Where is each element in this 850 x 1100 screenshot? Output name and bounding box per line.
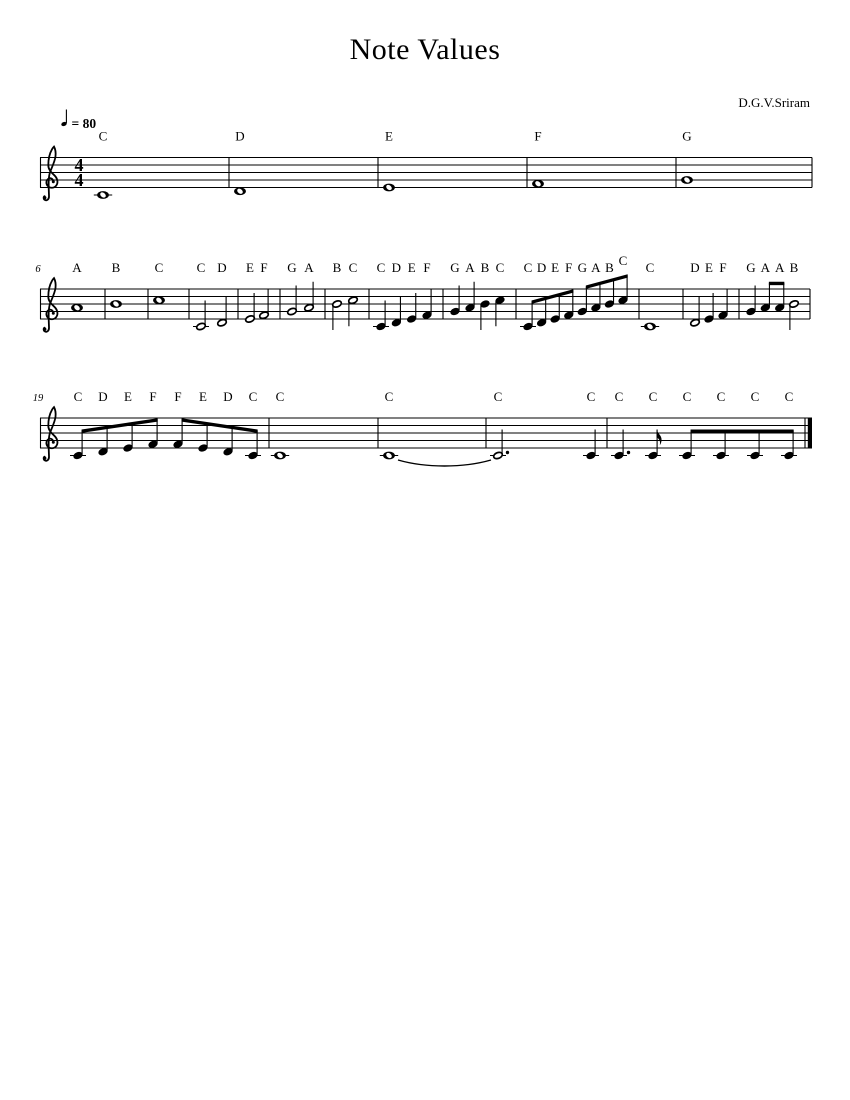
- tempo-text: = 80: [71, 116, 97, 131]
- measure-13: [373, 260, 443, 331]
- treble-clef-icon: [43, 147, 57, 201]
- chord-label: G: [450, 260, 460, 275]
- chord-label: C: [645, 260, 655, 275]
- page-title: Note Values: [349, 33, 501, 66]
- chord-label: G: [287, 260, 297, 275]
- measure-19: [70, 389, 269, 460]
- note: [789, 300, 799, 330]
- note: [71, 304, 83, 312]
- chord-label: A: [591, 260, 601, 275]
- note: [383, 184, 395, 192]
- chord-label: E: [385, 128, 393, 144]
- chord-label: C: [196, 260, 206, 275]
- chord-label: A: [72, 260, 82, 275]
- note: [532, 180, 544, 188]
- augmentation-dot: [627, 451, 630, 454]
- note: [641, 323, 659, 331]
- note: [611, 430, 630, 461]
- note: [494, 295, 505, 326]
- chord-label: B: [480, 260, 490, 275]
- system-2: [35, 253, 810, 332]
- final-barline-thick: [808, 418, 812, 448]
- measure-9: [193, 260, 238, 331]
- measure-4: [532, 129, 676, 188]
- note: [520, 322, 536, 332]
- treble-clef-icon: [43, 278, 57, 332]
- beam: [769, 282, 784, 285]
- note: [70, 451, 86, 461]
- chord-label: F: [565, 260, 573, 275]
- measure-number: 19: [32, 393, 44, 404]
- chord-label: A: [304, 260, 314, 275]
- note: [703, 293, 714, 324]
- measure-2: [234, 129, 378, 196]
- chord-label: F: [174, 389, 182, 404]
- chord-label: C: [348, 260, 358, 275]
- chord-label: A: [774, 260, 785, 275]
- chord-label: D: [98, 389, 108, 404]
- chord-label: C: [493, 389, 503, 404]
- measure-16: [641, 260, 683, 330]
- chord-label: D: [217, 260, 227, 275]
- note: [681, 176, 693, 184]
- chord-label: B: [332, 260, 342, 275]
- treble-clef-icon: [43, 407, 57, 461]
- measure-20: [271, 389, 378, 459]
- measure-number: 6: [35, 264, 41, 275]
- chord-label: C: [154, 260, 164, 275]
- measure-23: [611, 389, 797, 460]
- chord-label: C: [73, 389, 83, 404]
- chord-label: C: [98, 128, 108, 144]
- note: [234, 187, 246, 195]
- chord-label: C: [716, 389, 726, 404]
- time-signature-numerator: 4: [74, 155, 84, 175]
- note: [679, 451, 695, 461]
- note: [153, 296, 165, 304]
- note: [449, 286, 460, 317]
- note: [645, 430, 662, 461]
- chord-label: E: [705, 260, 713, 275]
- chord-label: C: [682, 389, 692, 404]
- note: [479, 299, 490, 330]
- chord-label: C: [648, 389, 658, 404]
- note: [747, 451, 763, 461]
- note: [94, 191, 112, 199]
- note: [373, 301, 389, 332]
- note: [421, 289, 432, 320]
- note: [583, 430, 599, 461]
- chord-label: C: [614, 389, 624, 404]
- chord-label: F: [534, 128, 542, 144]
- chord-label: A: [465, 260, 475, 275]
- chord-label: D: [391, 260, 402, 275]
- beam: [691, 430, 794, 433]
- system-1: [40, 110, 812, 201]
- chord-label: E: [199, 389, 207, 404]
- measure-17: [690, 260, 739, 327]
- chord-label: F: [260, 260, 268, 275]
- note: [287, 286, 297, 316]
- measure-3: [383, 129, 527, 192]
- note: [110, 300, 122, 308]
- chord-label: E: [551, 260, 560, 275]
- chord-label: C: [750, 389, 760, 404]
- measure-1: [94, 129, 229, 199]
- note: [406, 293, 417, 324]
- beam: [586, 274, 628, 289]
- tempo-marking: [61, 110, 97, 132]
- chord-label: C: [275, 389, 285, 404]
- measure-10: [245, 260, 280, 323]
- note: [717, 289, 728, 320]
- measure-22: [398, 389, 607, 466]
- chord-label: C: [384, 389, 394, 404]
- note: [380, 452, 398, 460]
- augmentation-dot: [506, 451, 509, 454]
- chord-label: D: [536, 260, 547, 275]
- chord-label: C: [376, 260, 386, 275]
- measure-15: [520, 253, 639, 331]
- chord-label: G: [746, 260, 756, 275]
- chord-label: D: [235, 128, 245, 144]
- chord-label: C: [784, 389, 794, 404]
- note: [193, 301, 209, 331]
- measure-21: [380, 389, 486, 459]
- system-3: [33, 389, 812, 466]
- chord-label: C: [586, 389, 596, 404]
- chord-label: C: [248, 389, 258, 404]
- note: [464, 282, 475, 313]
- chord-label: F: [719, 260, 727, 275]
- chord-label: D: [690, 260, 700, 275]
- chord-label: E: [246, 260, 254, 275]
- chord-label: D: [223, 389, 233, 404]
- note: [245, 293, 255, 323]
- note: [490, 430, 509, 460]
- composer-credit: D.G.V.Sriram: [738, 95, 810, 110]
- chord-label: F: [149, 389, 157, 404]
- note: [245, 451, 261, 461]
- note: [713, 451, 729, 461]
- chord-label: B: [789, 260, 799, 275]
- note: [391, 297, 402, 328]
- chord-label: C: [495, 260, 505, 275]
- chord-label: B: [111, 260, 121, 275]
- note: [332, 300, 342, 330]
- chord-label: B: [605, 260, 614, 275]
- tie: [398, 460, 491, 466]
- chord-label: C: [523, 260, 533, 275]
- chord-label: E: [124, 389, 132, 404]
- note: [745, 286, 756, 317]
- chord-label: F: [423, 260, 431, 275]
- chord-label: G: [682, 128, 692, 144]
- note: [781, 451, 797, 461]
- note: [271, 452, 289, 460]
- chord-label: C: [618, 253, 628, 268]
- chord-label: E: [407, 260, 416, 275]
- chord-label: G: [577, 260, 587, 275]
- time-signature-denominator: 4: [74, 170, 84, 190]
- chord-label: A: [760, 260, 771, 275]
